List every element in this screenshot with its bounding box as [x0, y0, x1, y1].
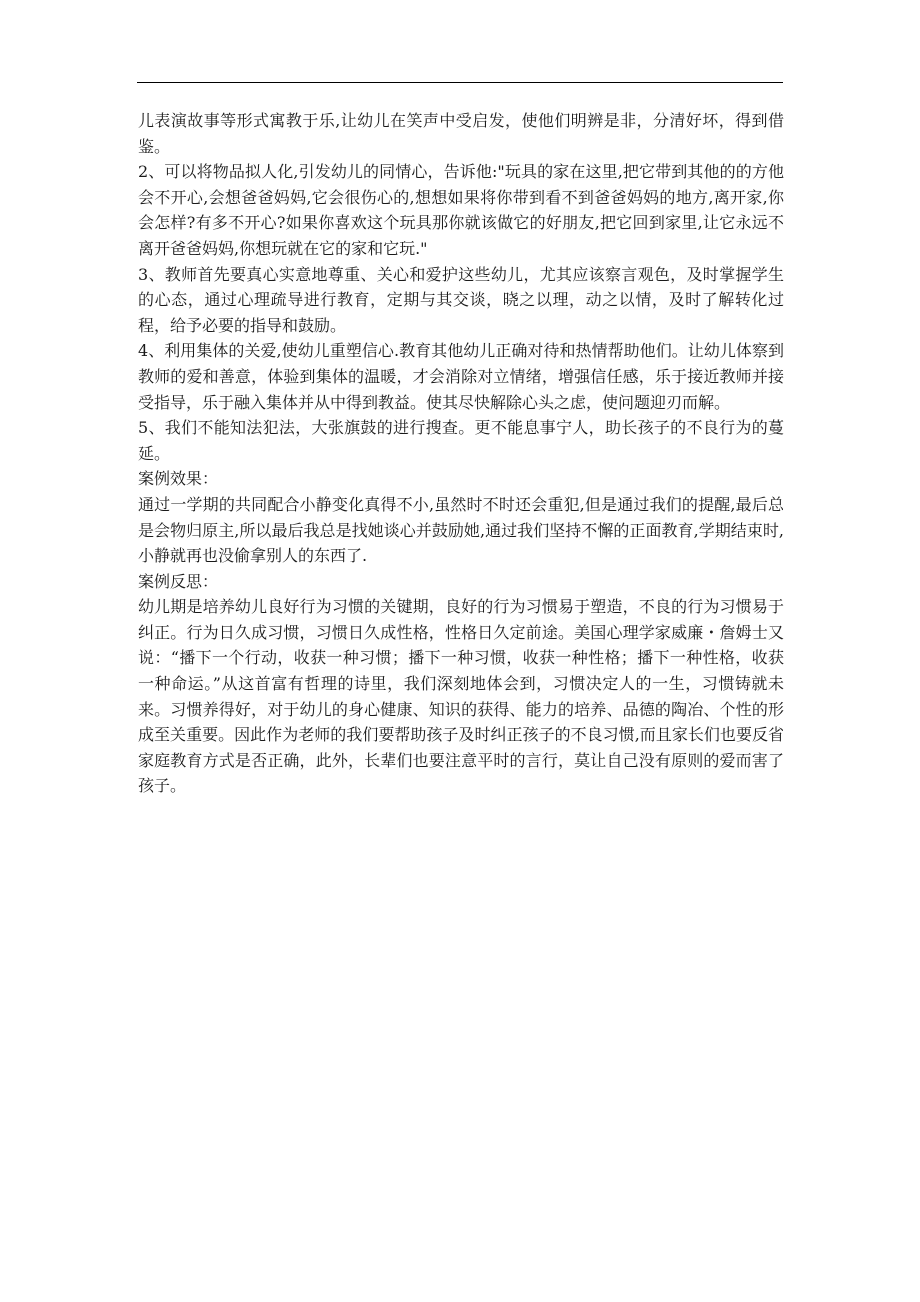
- document-body: [138, 108, 784, 799]
- header-rule: [137, 82, 783, 83]
- paragraph-item-3: 3、教师首先要真心实意地尊重、关心和爱护这些幼儿，尤其应该察言观色，及时掌握学生的心态，通过心理疏导进行教育，定期与其交谈，晓之以理，动之以情，及时了解转化过程，给予必要的指导和鼓励。: [138, 264, 784, 335]
- paragraph-intro-continuation: 儿表演故事等形式寓教于乐,让幼儿在笑声中受启发，使他们明辨是非，分清好坏，得到借鉴。: [138, 111, 784, 156]
- heading-case-effect: 案例效果：: [138, 469, 219, 489]
- paragraph-item-5: 5、我们不能知法犯法，大张旗鼓的进行搜查。更不能息事宁人，助长孩子的不良行为的蔓延。: [138, 418, 784, 463]
- paragraph-case-effect: 通过一学期的共同配合小静变化真得不小,虽然时不时还会重犯,但是通过我们的提醒,最后总是会物归原主,所以最后我总是找她谈心并鼓励她,通过我们坚持不懈的正面教育,学期结束时,小静就再也没偷拿别人的东西了.: [138, 494, 784, 566]
- paragraph-item-4: 4、利用集体的关爱,使幼儿重塑信心.教育其他幼儿正确对待和热情帮助他们。让幼儿体察到教师的爱和善意，体验到集体的温暖，才会消除对立情绪，增强信任感，乐于接近教师并接受指导，乐于融入集体并从中得到教益。使其尽快解除心头之虑，使问题迎刃而解。: [138, 341, 784, 412]
- paragraph-case-reflection: 幼儿期是培养幼儿良好行为习惯的关键期，良好的行为习惯易于塑造，不良的行为习惯易于纠正。行为日久成习惯，习惯日久成性格，性格日久定前途。美国心理学家威廉・詹姆士又说：“播下一个行动，收获一种习惯；播下一种习惯，收获一种性格；播下一种性格，收获一种命运。”从这首富有哲理的诗里，我们深刻地体会到，习惯决定人的一生，习惯铸就未来。习惯养得好，对于幼儿的身心健康、知识的获得、能力的培养、品德的陶冶、个性的形成至关重要。因此作为老师的我们要帮助孩子及时纠正孩子的不良习惯,而且家长们也要反省家庭教育方式是否正确，此外，长辈们也要注意平时的言行，莫让自己没有原则的爱而害了孩子。: [138, 597, 784, 796]
- heading-case-reflection: 案例反思：: [138, 571, 219, 591]
- paragraph-item-2: 2、可以将物品拟人化,引发幼儿的同情心，告诉他:"玩具的家在这里,把它带到其他的的方他会不开心,会想爸爸妈妈,它会很伤心的,想想如果将你带到看不到爸爸妈妈的地方,离开家,你会怎样?有多不开心?如果你喜欢这个玩具那你就该做它的好朋友,把它回到家里,让它永远不离开爸爸妈妈,你想玩就在它的家和它玩.": [138, 162, 784, 258]
